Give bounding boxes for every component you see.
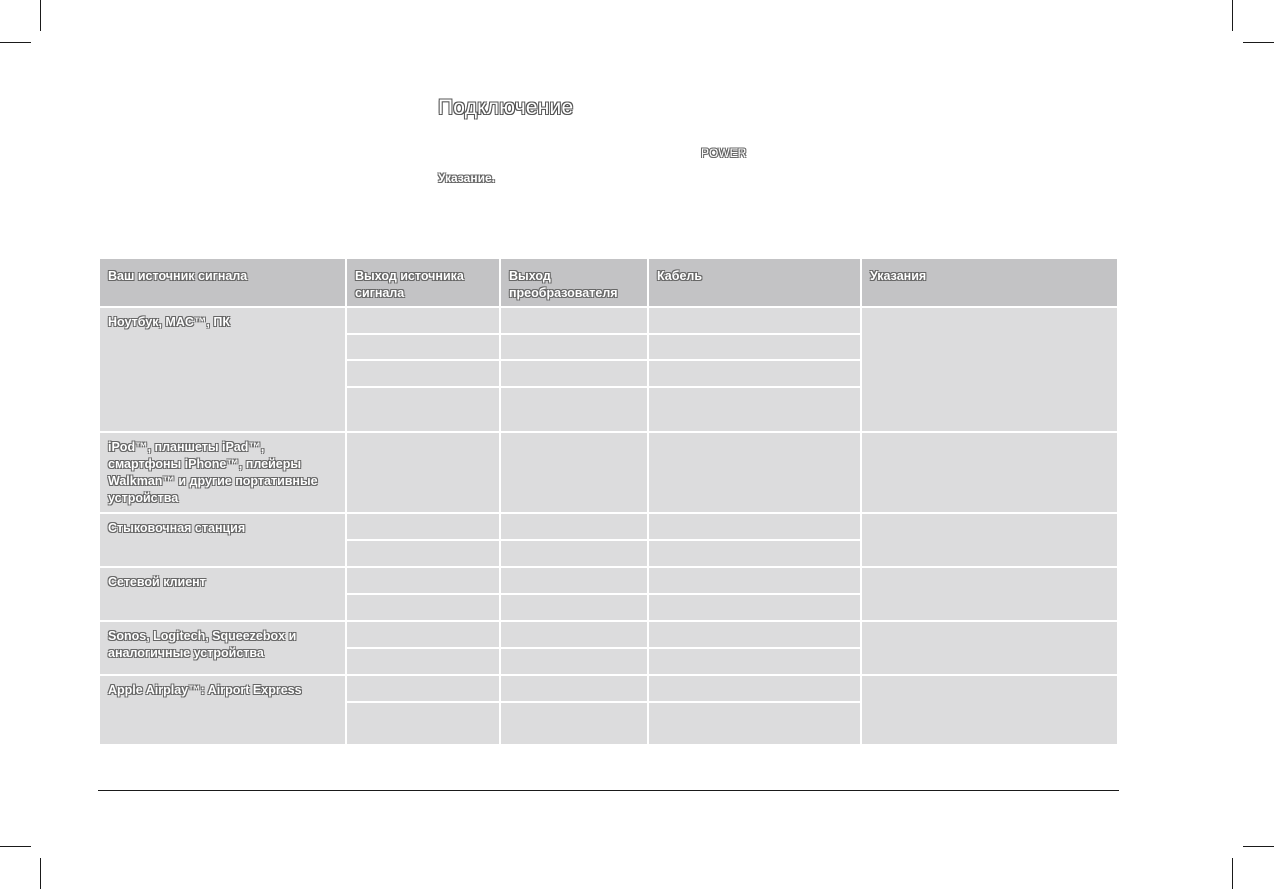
crop-mark <box>1243 42 1274 43</box>
cell <box>346 334 500 360</box>
notes-cell <box>861 307 1118 432</box>
cell <box>648 513 861 540</box>
source-cell: Sonos, Logitech, Squeezebox и аналогичные устройства <box>99 621 346 675</box>
crop-mark <box>1243 846 1274 847</box>
cell <box>648 594 861 621</box>
footer-rule <box>98 790 1119 791</box>
table-row <box>99 432 1118 513</box>
header-notes: Указания <box>861 258 1118 307</box>
cell <box>500 621 648 648</box>
cell <box>346 360 500 387</box>
source-cell: Apple Airplay™: Airport Express <box>99 675 346 745</box>
source-cell: Ноутбук, MAC™, ПК <box>99 307 346 432</box>
cell <box>648 648 861 675</box>
cell <box>346 307 500 334</box>
cell <box>500 594 648 621</box>
table-row <box>99 621 1118 648</box>
table-row <box>99 307 1118 334</box>
cell <box>648 621 861 648</box>
cell <box>346 648 500 675</box>
header-source: Ваш источник сигнала <box>99 258 346 307</box>
table-header-row <box>99 258 1118 307</box>
crop-mark <box>40 0 41 31</box>
cell <box>648 702 861 745</box>
cell <box>346 702 500 745</box>
cell <box>500 387 648 432</box>
table-row <box>99 567 1118 594</box>
cell <box>648 307 861 334</box>
cell <box>346 513 500 540</box>
notes-cell <box>861 432 1118 513</box>
notes-cell <box>861 675 1118 745</box>
cell <box>500 648 648 675</box>
cell <box>648 387 861 432</box>
cell <box>500 432 648 513</box>
crop-mark <box>1232 858 1233 889</box>
table-row <box>99 513 1118 540</box>
header-source-output: Выход источника сигнала <box>346 258 500 307</box>
notes-cell <box>861 567 1118 621</box>
crop-mark <box>0 42 31 43</box>
cell <box>500 567 648 594</box>
source-cell: iPod™, планшеты iPad™, смартфоны iPhone™, плейеры Walkman™ и другие портативные устройства <box>99 432 346 513</box>
cell <box>648 360 861 387</box>
section-title: Подключение <box>438 96 574 119</box>
source-cell: Сетевой клиент <box>99 567 346 621</box>
cell <box>500 360 648 387</box>
cell <box>500 675 648 702</box>
cell <box>346 387 500 432</box>
cell <box>648 675 861 702</box>
cell <box>500 702 648 745</box>
cell <box>500 307 648 334</box>
cell <box>648 432 861 513</box>
table-row <box>99 675 1118 702</box>
cell <box>648 567 861 594</box>
cell <box>346 594 500 621</box>
note-label: Указание. <box>438 171 495 185</box>
cell <box>500 334 648 360</box>
cell <box>648 540 861 567</box>
power-label: POWER <box>701 146 747 160</box>
cell <box>500 513 648 540</box>
notes-cell <box>861 621 1118 675</box>
connection-table <box>98 257 1119 746</box>
cell <box>346 621 500 648</box>
source-cell: Стыковочная станция <box>99 513 346 567</box>
cell <box>648 334 861 360</box>
crop-mark <box>1232 0 1233 31</box>
header-converter-output: Выход преобразователя <box>500 258 648 307</box>
crop-mark <box>40 858 41 889</box>
notes-cell <box>861 513 1118 567</box>
crop-mark <box>0 846 31 847</box>
cell <box>346 540 500 567</box>
cell <box>346 675 500 702</box>
header-cable: Кабель <box>648 258 861 307</box>
cell <box>346 432 500 513</box>
cell <box>500 540 648 567</box>
cell <box>346 567 500 594</box>
